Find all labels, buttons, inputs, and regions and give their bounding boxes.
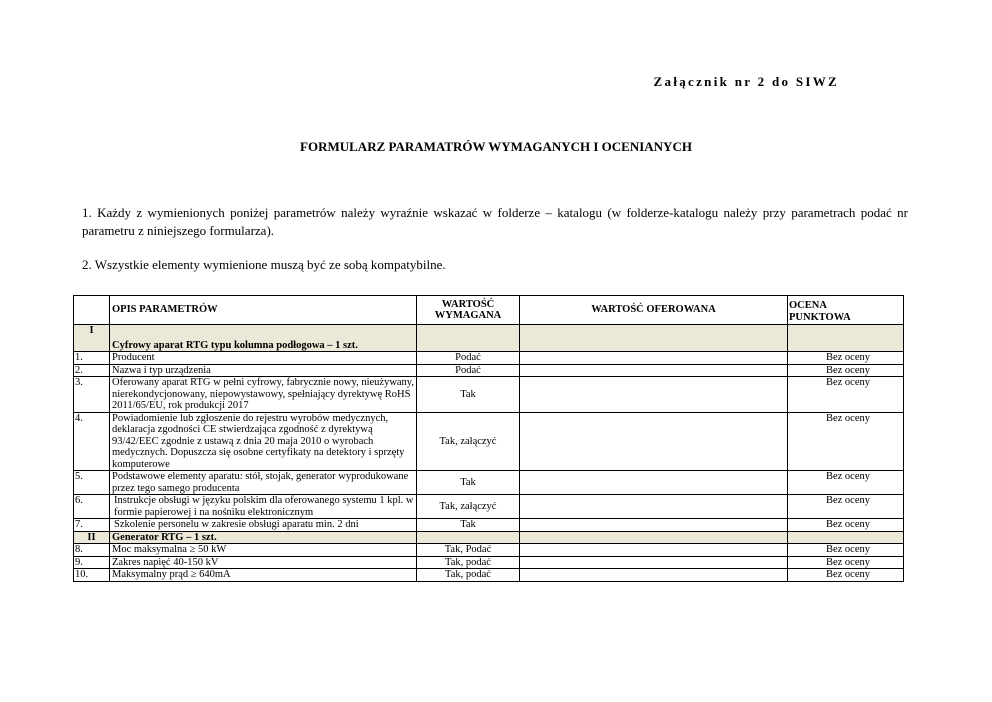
row-offered[interactable] xyxy=(520,519,788,532)
row-offered[interactable] xyxy=(520,495,788,519)
section-cell xyxy=(788,531,904,544)
row-description: Zakres napięć 40-150 kV xyxy=(110,556,417,569)
row-number: 8. xyxy=(74,544,110,557)
row-offered[interactable] xyxy=(520,412,788,471)
row-number: 1. xyxy=(74,352,110,365)
section-cell xyxy=(417,325,520,352)
table-row xyxy=(74,519,904,532)
row-required: Tak, załączyć xyxy=(417,495,520,519)
header-description: OPIS PARAMETRÓW xyxy=(110,296,417,325)
section-cell xyxy=(520,325,788,352)
row-required: Tak, załączyć xyxy=(417,412,520,471)
row-offered[interactable] xyxy=(520,377,788,413)
row-required: Tak, podać xyxy=(417,556,520,569)
section-number: I xyxy=(74,325,110,352)
table-row xyxy=(74,364,904,377)
section-cell xyxy=(417,531,520,544)
row-offered[interactable] xyxy=(520,471,788,495)
row-required: Podać xyxy=(417,352,520,365)
row-description: Nazwa i typ urządzenia xyxy=(110,364,417,377)
parameters-table xyxy=(73,295,904,582)
row-number: 10. xyxy=(74,569,110,582)
row-description: Oferowany aparat RTG w pełni cyfrowy, fabrycznie nowy, nieużywany, nierekondycjonowany, niepowystawowy, spełniający dyrektywę RoHS 2011/65/EU, rok produkcji 2017 xyxy=(110,377,417,413)
row-description: Producent xyxy=(110,352,417,365)
row-description: Szkolenie personelu w zakresie obsługi aparatu min. 2 dni xyxy=(110,519,417,532)
section-row xyxy=(74,325,904,352)
document-title: FORMULARZ PARAMATRÓW WYMAGANYCH I OCENIANYCH xyxy=(300,139,692,154)
row-score: Bez oceny xyxy=(788,471,904,495)
row-score: Bez oceny xyxy=(788,352,904,365)
row-description: Moc maksymalna ≥ 50 kW xyxy=(110,544,417,557)
section-number: II xyxy=(74,531,110,544)
row-score: Bez oceny xyxy=(788,544,904,557)
row-offered[interactable] xyxy=(520,352,788,365)
table-row xyxy=(74,544,904,557)
row-offered[interactable] xyxy=(520,569,788,582)
row-score: Bez oceny xyxy=(788,569,904,582)
section-label: Generator RTG – 1 szt. xyxy=(110,531,417,544)
header-offered-value: WARTOŚĆ OFEROWANA xyxy=(520,296,788,325)
header-score: OCENA PUNKTOWA xyxy=(788,296,904,325)
section-cell xyxy=(520,531,788,544)
row-score: Bez oceny xyxy=(788,364,904,377)
row-required: Podać xyxy=(417,364,520,377)
table-row xyxy=(74,471,904,495)
row-offered[interactable] xyxy=(520,556,788,569)
row-description: Maksymalny prąd ≥ 640mA xyxy=(110,569,417,582)
row-required: Tak, podać xyxy=(417,569,520,582)
row-score: Bez oceny xyxy=(788,556,904,569)
row-score: Bez oceny xyxy=(788,519,904,532)
table-row xyxy=(74,377,904,413)
section-label: Cyfrowy aparat RTG typu kolumna podłogowa – 1 szt. xyxy=(110,325,417,352)
row-score: Bez oceny xyxy=(788,377,904,413)
section-cell xyxy=(788,325,904,352)
row-description: Instrukcje obsługi w języku polskim dla oferowanego systemu 1 kpl. w formie papierowej i na nośniku elektronicznym xyxy=(110,495,417,519)
row-required: Tak xyxy=(417,519,520,532)
table-row xyxy=(74,556,904,569)
row-required: Tak, Podać xyxy=(417,544,520,557)
row-number: 3. xyxy=(74,377,110,413)
row-number: 7. xyxy=(74,519,110,532)
row-offered[interactable] xyxy=(520,364,788,377)
table-row xyxy=(74,569,904,582)
section-row xyxy=(74,531,904,544)
row-required: Tak xyxy=(417,377,520,413)
row-required: Tak xyxy=(417,471,520,495)
row-number: 5. xyxy=(74,471,110,495)
row-number: 4. xyxy=(74,412,110,471)
table-row xyxy=(74,352,904,365)
table-header-row xyxy=(74,296,904,325)
header-required-value: WARTOŚĆ WYMAGANA xyxy=(417,296,520,325)
row-offered[interactable] xyxy=(520,544,788,557)
row-description: Podstawowe elementy aparatu: stół, stojak, generator wyprodukowane przez tego samego producenta xyxy=(110,471,417,495)
row-description: Powiadomienie lub zgłoszenie do rejestru wyrobów medycznych, deklaracja zgodności CE stwierdzająca zgodność z dyrektywą 93/42/EEC zgodnie z ustawą z dnia 20 maja 2010 o wyrobach medycznych. Dopuszcza się osobne certyfikaty na detektory i sprzęty komputerowe xyxy=(110,412,417,471)
header-number xyxy=(74,296,110,325)
row-score: Bez oceny xyxy=(788,412,904,471)
instruction-paragraph-1: 1. Każdy z wymienionych poniżej parametrów należy wyraźnie wskazać w folderze – katalogu (w folderze-katalogu należy przy parametrach podać nr parametru z niniejszego formularza). xyxy=(82,205,908,238)
row-number: 2. xyxy=(74,364,110,377)
row-number: 9. xyxy=(74,556,110,569)
table-row xyxy=(74,495,904,519)
annex-label: Załącznik nr 2 do SIWZ xyxy=(653,74,839,89)
row-score: Bez oceny xyxy=(788,495,904,519)
instruction-paragraph-2: 2. Wszystkie elementy wymienione muszą być ze sobą kompatybilne. xyxy=(82,257,446,272)
row-number: 6. xyxy=(74,495,110,519)
table-row xyxy=(74,412,904,471)
